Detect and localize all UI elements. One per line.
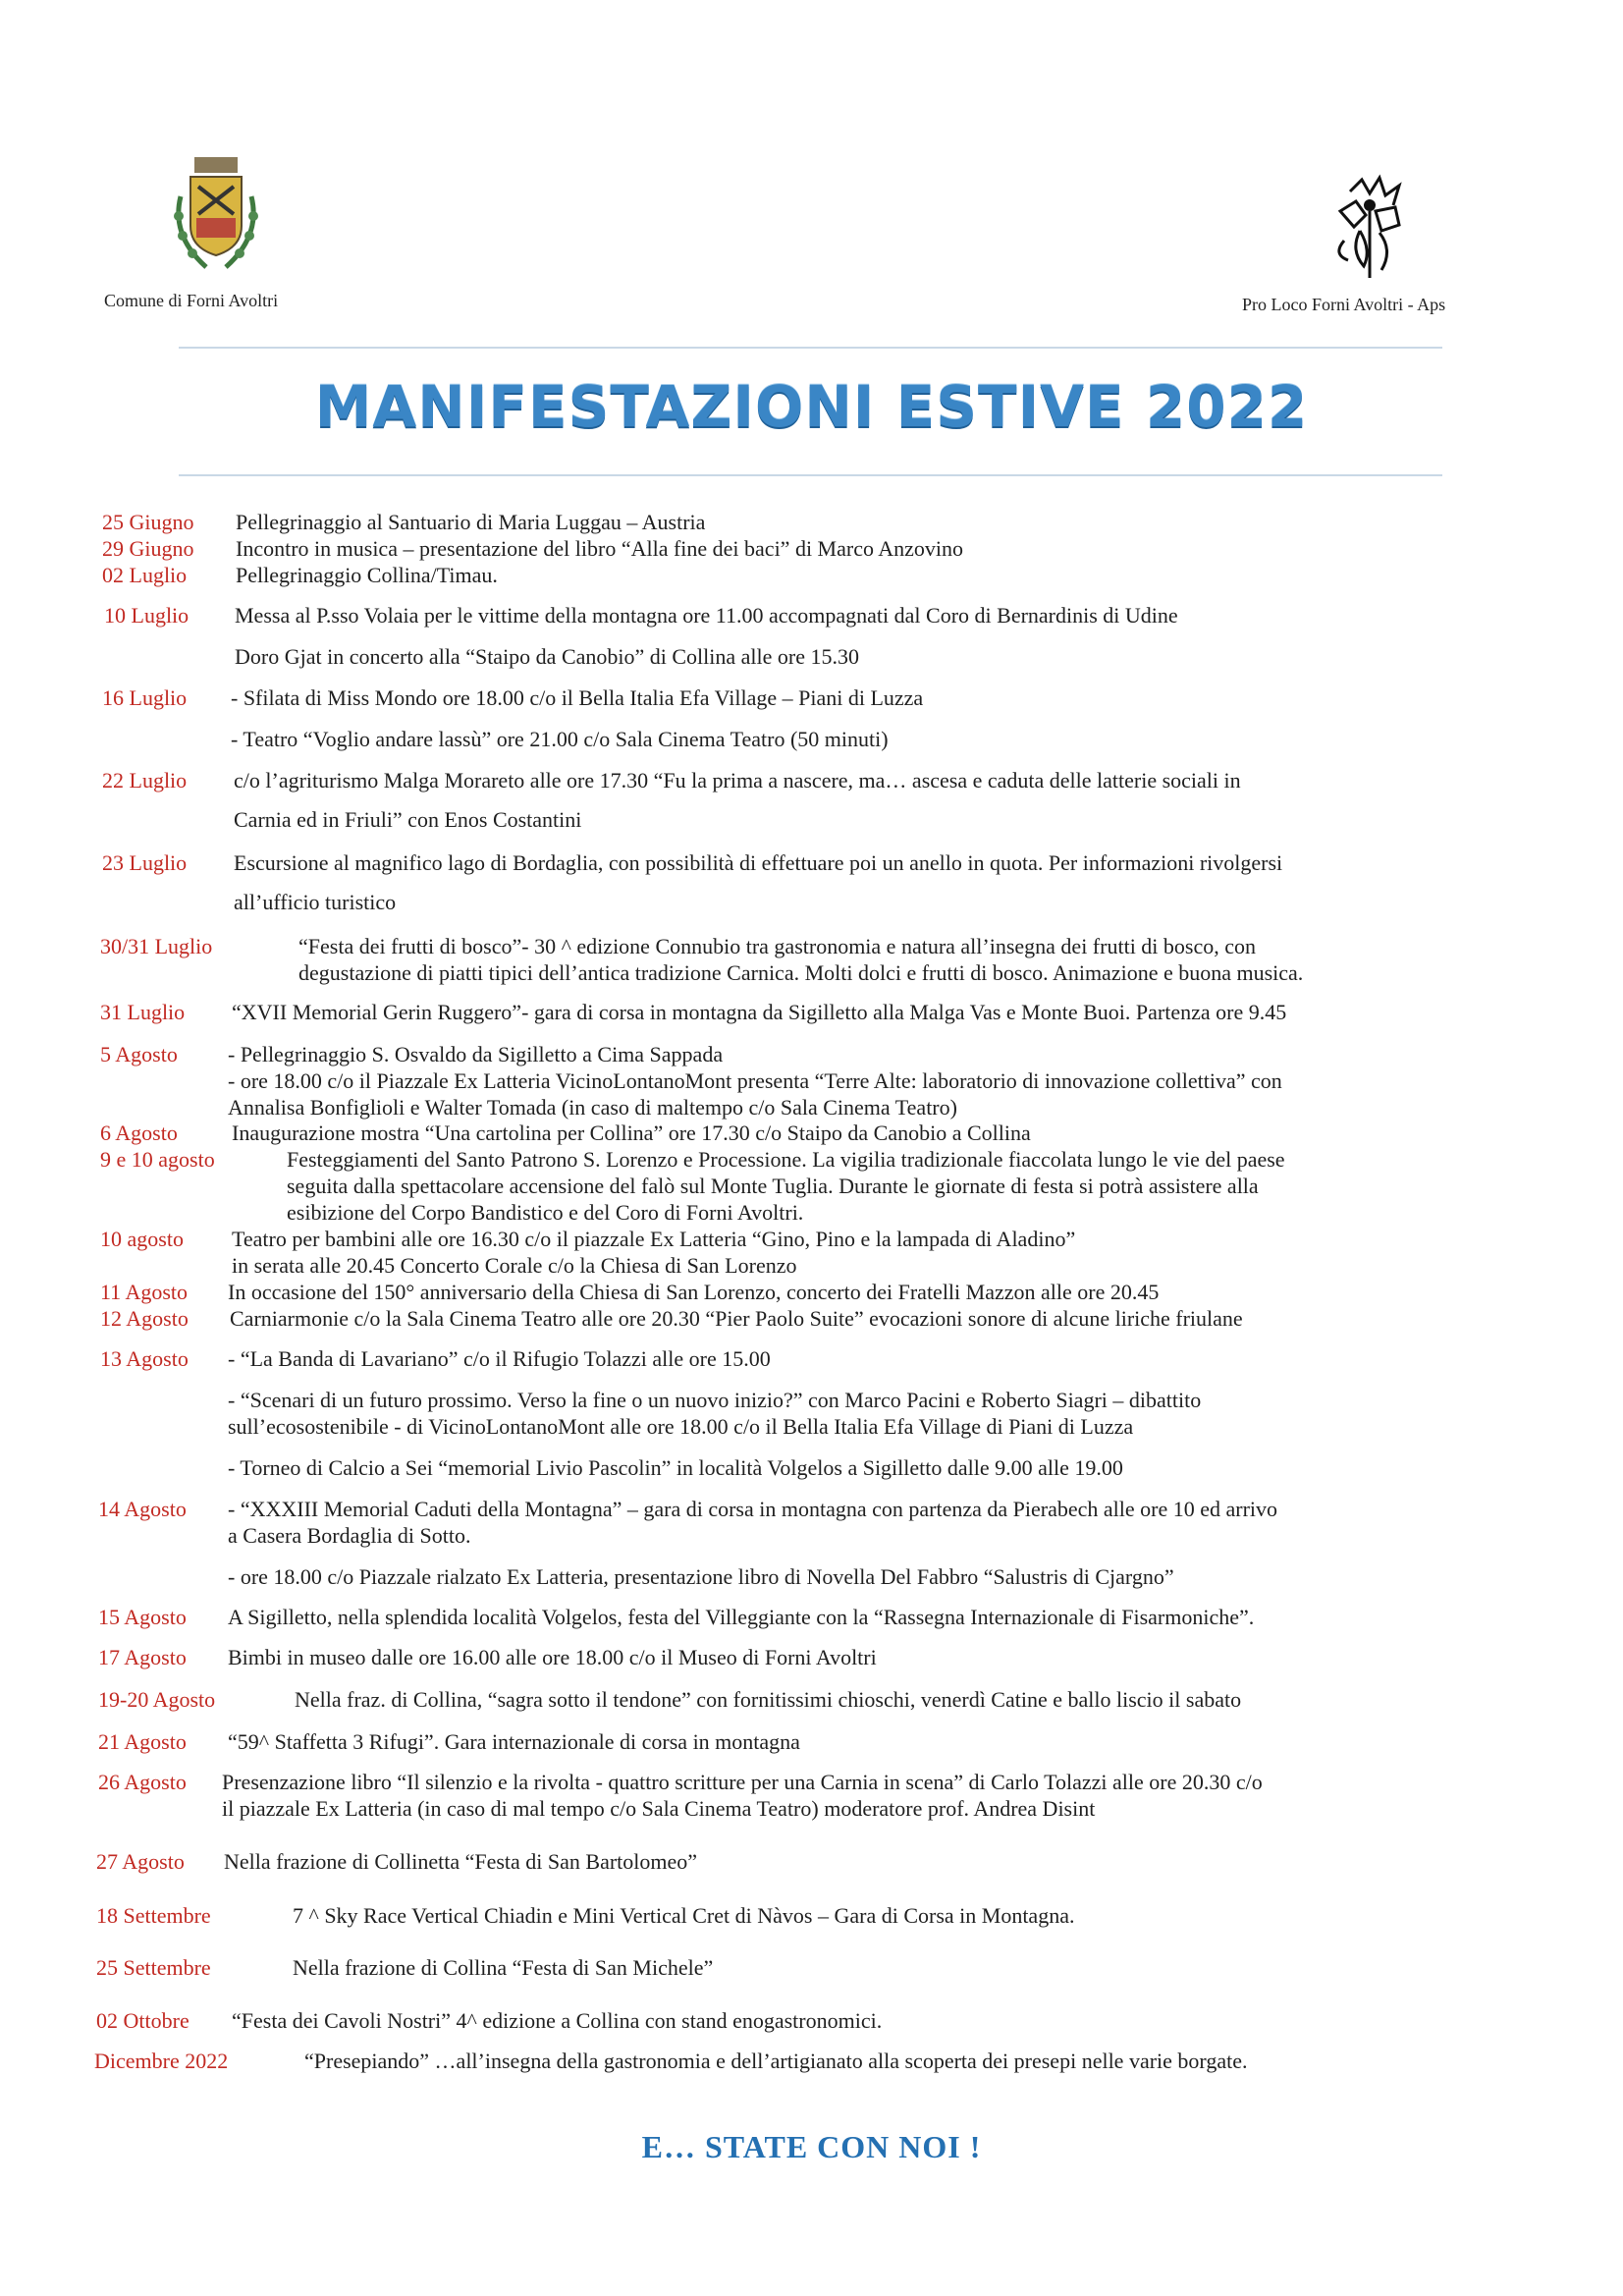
event-description-line: - “XXXIII Memorial Caduti della Montagna” – gara di corsa in montagna con partenza da Pierabech alle ore 10 ed arrivo <box>228 1497 1278 1521</box>
event-description-line: - “La Banda di Lavariano” c/o il Rifugio Tolazzi alle ore 15.00 <box>228 1346 771 1371</box>
closing-slogan: E… STATE CON NOI ! <box>641 2129 982 2164</box>
event-date: 02 Ottobre <box>96 2008 189 2033</box>
event-date: 10 agosto <box>100 1227 184 1251</box>
event-description-line: 7 ^ Sky Race Vertical Chiadin e Mini Vertical Cret di Nàvos – Gara di Corsa in Montagna. <box>293 1903 1075 1928</box>
event-description-line: c/o l’agriturismo Malga Morareto alle ore 17.30 “Fu la prima a nascere, ma… ascesa e caduta delle latterie sociali in <box>234 768 1241 793</box>
event-date: Dicembre 2022 <box>94 2049 229 2073</box>
event-date: 16 Luglio <box>102 685 188 710</box>
event-description-line: degustazione di piatti tipici dell’antica tradizione Carnica. Molti dolci e frutti di bosco. Animazione e buona musica. <box>298 960 1304 985</box>
event-description-line: Nella frazione di Collina “Festa di San Michele” <box>293 1955 714 1980</box>
event-date: 15 Agosto <box>98 1605 187 1629</box>
event-date: 21 Agosto <box>98 1729 187 1754</box>
event-description-line: - Sfilata di Miss Mondo ore 18.00 c/o il Bella Italia Efa Village – Piani di Luzza <box>231 685 924 710</box>
event-description-line: Nella fraz. di Collina, “sagra sotto il tendone” con fornitissimi chioschi, venerdì Catine e ballo liscio il sabato <box>295 1687 1242 1712</box>
event-date: 22 Luglio <box>102 768 188 793</box>
event-description-line: “Presepiando” …all’insegna della gastronomia e dell’artigianato alla scoperta dei presepi nelle varie borgate. <box>304 2049 1248 2073</box>
event-description-line: Inaugurazione mostra “Una cartolina per Collina” ore 17.30 c/o Staipo da Canobio a Collina <box>232 1121 1031 1145</box>
comune-caption: Comune di Forni Avoltri <box>104 291 279 310</box>
event-description-line: a Casera Bordaglia di Sotto. <box>228 1523 471 1548</box>
event-date: 30/31 Luglio <box>100 934 213 958</box>
event-description-line: - Pellegrinaggio S. Osvaldo da Sigilletto a Cima Sappada <box>228 1042 724 1066</box>
event-description-line: - Teatro “Voglio andare lassù” ore 21.00 c/o Sala Cinema Teatro (50 minuti) <box>231 727 889 751</box>
event-description-line: Teatro per bambini alle ore 16.30 c/o il piazzale Ex Latteria “Gino, Pino e la lampada di Aladino” <box>232 1227 1076 1251</box>
event-description-line: - ore 18.00 c/o Piazzale rialzato Ex Latteria, presentazione libro di Novella Del Fabbro “Salustris di Cjargno” <box>228 1564 1174 1589</box>
pro-loco-caption: Pro Loco Forni Avoltri - Aps <box>1242 295 1446 314</box>
event-description-line: - “Scenari di un futuro prossimo. Verso la fine o un nuovo inizio?” con Marco Pacini e Roberto Siagri – dibattito <box>228 1388 1202 1412</box>
event-description-line: Nella frazione di Collinetta “Festa di San Bartolomeo” <box>224 1849 698 1874</box>
event-description-line: “59^ Staffetta 3 Rifugi”. Gara internazionale di corsa in montagna <box>228 1729 800 1754</box>
event-description-line: Presenzazione libro “Il silenzio e la rivolta - quattro scritture per una Carnia in scena” di Carlo Tolazzi alle ore 20.30 c/o <box>222 1770 1263 1794</box>
event-date: 14 Agosto <box>98 1497 187 1521</box>
event-description-line: sull’ecosostenibile - di VicinoLontanoMont alle ore 18.00 c/o il Bella Italia Efa Village di Piani di Luzza <box>228 1414 1134 1439</box>
page-title: MANIFESTAZIONI ESTIVE 2022 <box>314 373 1309 440</box>
event-date: 9 e 10 agosto <box>100 1147 215 1172</box>
event-date: 11 Agosto <box>100 1280 189 1304</box>
event-date: 31 Luglio <box>100 1000 186 1024</box>
event-description-line: Incontro in musica – presentazione del libro “Alla fine dei baci” di Marco Anzovino <box>236 536 964 561</box>
event-description-line: “XVII Memorial Gerin Ruggero”- gara di corsa in montagna da Sigilletto alla Malga Vas e Monte Buoi. Partenza ore 9.45 <box>232 1000 1287 1024</box>
event-description-line: Festeggiamenti del Santo Patrono S. Lorenzo e Processione. La vigilia tradizionale fiaccolata lungo le vie del paese <box>287 1147 1285 1172</box>
event-description-line: seguita dalla spettacolare accensione del falò sul Monte Tuglia. Durante le giornate di festa si potrà assistere alla <box>287 1174 1259 1198</box>
event-description-line: all’ufficio turistico <box>234 890 397 914</box>
event-description-line: esibizione del Corpo Bandistico e del Coro di Forni Avoltri. <box>287 1200 804 1225</box>
event-description-line: - Torneo di Calcio a Sei “memorial Livio Pascolin” in località Volgelos a Sigilletto dalle 9.00 alle 19.00 <box>228 1455 1123 1480</box>
event-date: 5 Agosto <box>100 1042 178 1066</box>
event-description-line: - ore 18.00 c/o il Piazzale Ex Latteria VicinoLontanoMont presenta “Terre Alte: laboratorio di innovazione collettiva” con <box>228 1068 1282 1093</box>
event-description-line: Carnia ed in Friuli” con Enos Costantini <box>234 807 582 832</box>
event-description-line: in serata alle 20.45 Concerto Corale c/o la Chiesa di San Lorenzo <box>232 1253 797 1278</box>
event-description-line: Pellegrinaggio Collina/Timau. <box>236 563 498 587</box>
event-date: 12 Agosto <box>100 1306 189 1331</box>
event-description-line: Annalisa Bonfiglioli e Walter Tomada (in caso di maltempo c/o Sala Cinema Teatro) <box>228 1095 957 1120</box>
event-date: 25 Settembre <box>96 1955 211 1980</box>
event-date: 25 Giugno <box>102 510 194 534</box>
event-description-line: Carniarmonie c/o la Sala Cinema Teatro alle ore 20.30 “Pier Paolo Suite” evocazioni sonore di alcune liriche friulane <box>230 1306 1243 1331</box>
event-description-line: il piazzale Ex Latteria (in caso di mal tempo c/o Sala Cinema Teatro) moderatore prof. Andrea Disint <box>222 1796 1096 1821</box>
event-date: 10 Luglio <box>104 603 189 628</box>
event-description-line: Messa al P.sso Volaia per le vittime della montagna ore 11.00 accompagnati dal Coro di Bernardinis di Udine <box>235 603 1178 628</box>
event-description-line: Escursione al magnifico lago di Bordaglia, con possibilità di effettuare poi un anello in quota. Per informazioni rivolgersi <box>234 850 1283 875</box>
event-description-line: Pellegrinaggio al Santuario di Maria Luggau – Austria <box>236 510 706 534</box>
event-date: 18 Settembre <box>96 1903 211 1928</box>
event-date: 19-20 Agosto <box>98 1687 216 1712</box>
event-description-line: Doro Gjat in concerto alla “Staipo da Canobio” di Collina alle ore 15.30 <box>235 644 859 669</box>
event-date: 29 Giugno <box>102 536 194 561</box>
event-date: 6 Agosto <box>100 1121 178 1145</box>
event-date: 23 Luglio <box>102 850 188 875</box>
event-description-line: In occasione del 150° anniversario della Chiesa di San Lorenzo, concerto dei Fratelli Mazzon alle ore 20.45 <box>228 1280 1160 1304</box>
event-date: 13 Agosto <box>100 1346 189 1371</box>
event-date: 17 Agosto <box>98 1645 187 1669</box>
event-date: 02 Luglio <box>102 563 188 587</box>
event-description-line: A Sigilletto, nella splendida località Volgelos, festa del Villeggiante con la “Rassegna Internazionale di Fisarmoniche”. <box>228 1605 1255 1629</box>
event-description-line: Bimbi in museo dalle ore 16.00 alle ore 18.00 c/o il Museo di Forni Avoltri <box>228 1645 877 1669</box>
event-description-line: “Festa dei Cavoli Nostri” 4^ edizione a Collina con stand enogastronomici. <box>232 2008 883 2033</box>
event-description-line: “Festa dei frutti di bosco”- 30 ^ edizione Connubio tra gastronomia e natura all’insegna dei frutti di bosco, con <box>298 934 1257 958</box>
event-date: 27 Agosto <box>96 1849 185 1874</box>
event-date: 26 Agosto <box>98 1770 187 1794</box>
